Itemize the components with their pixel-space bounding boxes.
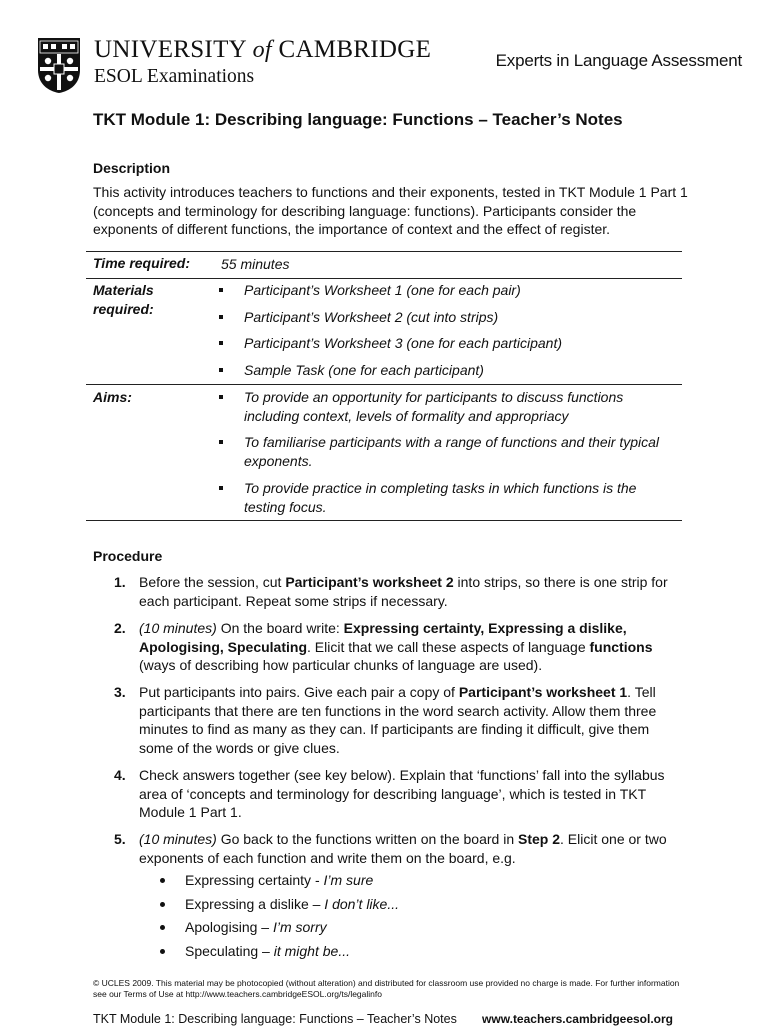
step-text-run: On the board write:: [216, 620, 344, 636]
step-text-run: Participant’s worksheet 1: [458, 684, 628, 700]
function-example: Apologising – I’m sorry: [160, 919, 327, 935]
table-bottom-rule: [86, 520, 682, 521]
esol-examinations: ESOL Examinations: [94, 66, 255, 87]
function-example: Expressing certainty - I’m sure: [160, 872, 373, 888]
tagline: Experts in Language Assessment: [495, 51, 742, 70]
step-text-run: (ways of describing how particular chunks of language are used).: [139, 657, 543, 674]
procedure-step: 1. Before the session, cut Participant’s worksheet 2 into strips, so there is one strip for each participant. Repeat some strips if necessary.: [114, 574, 668, 609]
procedure-step: 4. Check answers together (see key below). Explain that ‘functions’ fall into the syllabus area of ‘concepts and terminology for describing language’, which is tested in TKT Module 1 Part 1.: [114, 767, 665, 821]
step-text-run: Participant’s worksheet 2: [285, 574, 454, 590]
step-text-run: (10 minutes): [139, 620, 217, 636]
step-text-run: Expressing certainty, Expressing a dislike, Apologising, Speculating: [139, 620, 627, 655]
university-name: UNIVERSITY of CAMBRIDGE: [94, 36, 432, 63]
materials-item: Participant’s Worksheet 3 (one for each participant): [219, 334, 679, 353]
step-text-run: . Elicit that we call these aspects of language: [307, 638, 590, 655]
aims-item: To provide an opportunity for participants to discuss functions including context, levels of formality and appropriacy: [219, 388, 679, 425]
materials-label: Materials required:: [93, 282, 154, 317]
step-text-run: . Tell participants that there are ten functions in the word search activity. Allow them three minutes to find as many as they can. If participants are finding it difficult, give them some of the words or give clues.: [139, 684, 657, 757]
step-text-run: Before the session, cut: [139, 574, 286, 590]
procedure-step: 3. Put participants into pairs. Give each pair a copy of Participant’s worksheet 1. Tell participants that there are ten functions in the word search activity. Allow them three minutes to find as many as they can. If participants are finding it difficult, give them some of the words or give clues.: [114, 684, 657, 757]
footer-website-link[interactable]: www.teachers.cambridgeesol.org: [482, 1012, 673, 1026]
step-text-run: Go back to the functions written on the board in: [216, 831, 518, 847]
function-example: Speculating – it might be...: [160, 943, 350, 959]
step-text-run: into strips, so there is one strip for each participant. Repeat some strips if necessary.: [139, 574, 668, 609]
aims-label: Aims:: [93, 389, 132, 405]
time-value: 55 minutes: [221, 256, 290, 272]
materials-item: Sample Task (one for each participant): [219, 361, 679, 380]
procedure-heading: Procedure: [93, 548, 163, 564]
description-heading: Description: [93, 160, 171, 176]
copyright-notice: © UCLES 2009. This material may be photocopied (without alteration) and distributed for classroom use provided no charge is made. For further information see our Terms of Use at http://www.teachers.cambridgeESOL.org/ts/legalinfo: [93, 978, 680, 999]
aims-item: To familiarise participants with a range of functions and their typical exponents.: [219, 433, 679, 470]
footer-title: TKT Module 1: Describing language: Functions – Teacher’s Notes: [93, 1012, 457, 1026]
step-text-run: Step 2: [518, 831, 561, 847]
page-title: TKT Module 1: Describing language: Functions – Teacher’s Notes: [93, 110, 623, 129]
page-header: [36, 34, 746, 100]
step-text-run: . Elicit one or two exponents of each function and write them on the board, e.g.: [139, 831, 667, 866]
step-text-run: functions: [589, 638, 653, 655]
aims-item: To provide practice in completing tasks in which functions is the testing focus.: [219, 479, 679, 516]
materials-item: Participant’s Worksheet 1 (one for each pair): [219, 281, 679, 300]
table-rule: [86, 384, 682, 385]
materials-item: Participant’s Worksheet 2 (cut into strips): [219, 308, 679, 327]
step-text-run: (10 minutes): [139, 831, 217, 847]
function-example: Expressing a dislike – I don’t like...: [160, 896, 399, 912]
table-rule: [86, 278, 682, 279]
step-text-run: Check answers together (see key below). Explain that ‘functions’ fall into the syllabus area of ‘concepts and terminology for describing language’, which is tested in TKT Module 1 Part 1.: [139, 767, 665, 821]
description-text: This activity introduces teachers to functions and their exponents, tested in TKT Module 1 Part 1 (concepts and terminology for describing language: functions). Participants consider the exponents of different functions, the importance of context and the effect of register.: [93, 184, 688, 238]
procedure-step: 2. (10 minutes) On the board write: Expressing certainty, Expressing a dislike, Apologising, Speculating. Elicit that we call these aspects of language functions (ways of describing how particular chunks of language are used).: [114, 620, 653, 674]
time-label: Time required:: [93, 255, 190, 271]
step-text-run: Put participants into pairs. Give each pair a copy of: [139, 684, 459, 700]
table-top-rule: [86, 251, 682, 252]
procedure-step: 5. (10 minutes) Go back to the functions written on the board in Step 2. Elicit one or two exponents of each function and write them on the board, e.g.: [114, 831, 667, 866]
cambridge-crest-icon: [36, 36, 82, 94]
